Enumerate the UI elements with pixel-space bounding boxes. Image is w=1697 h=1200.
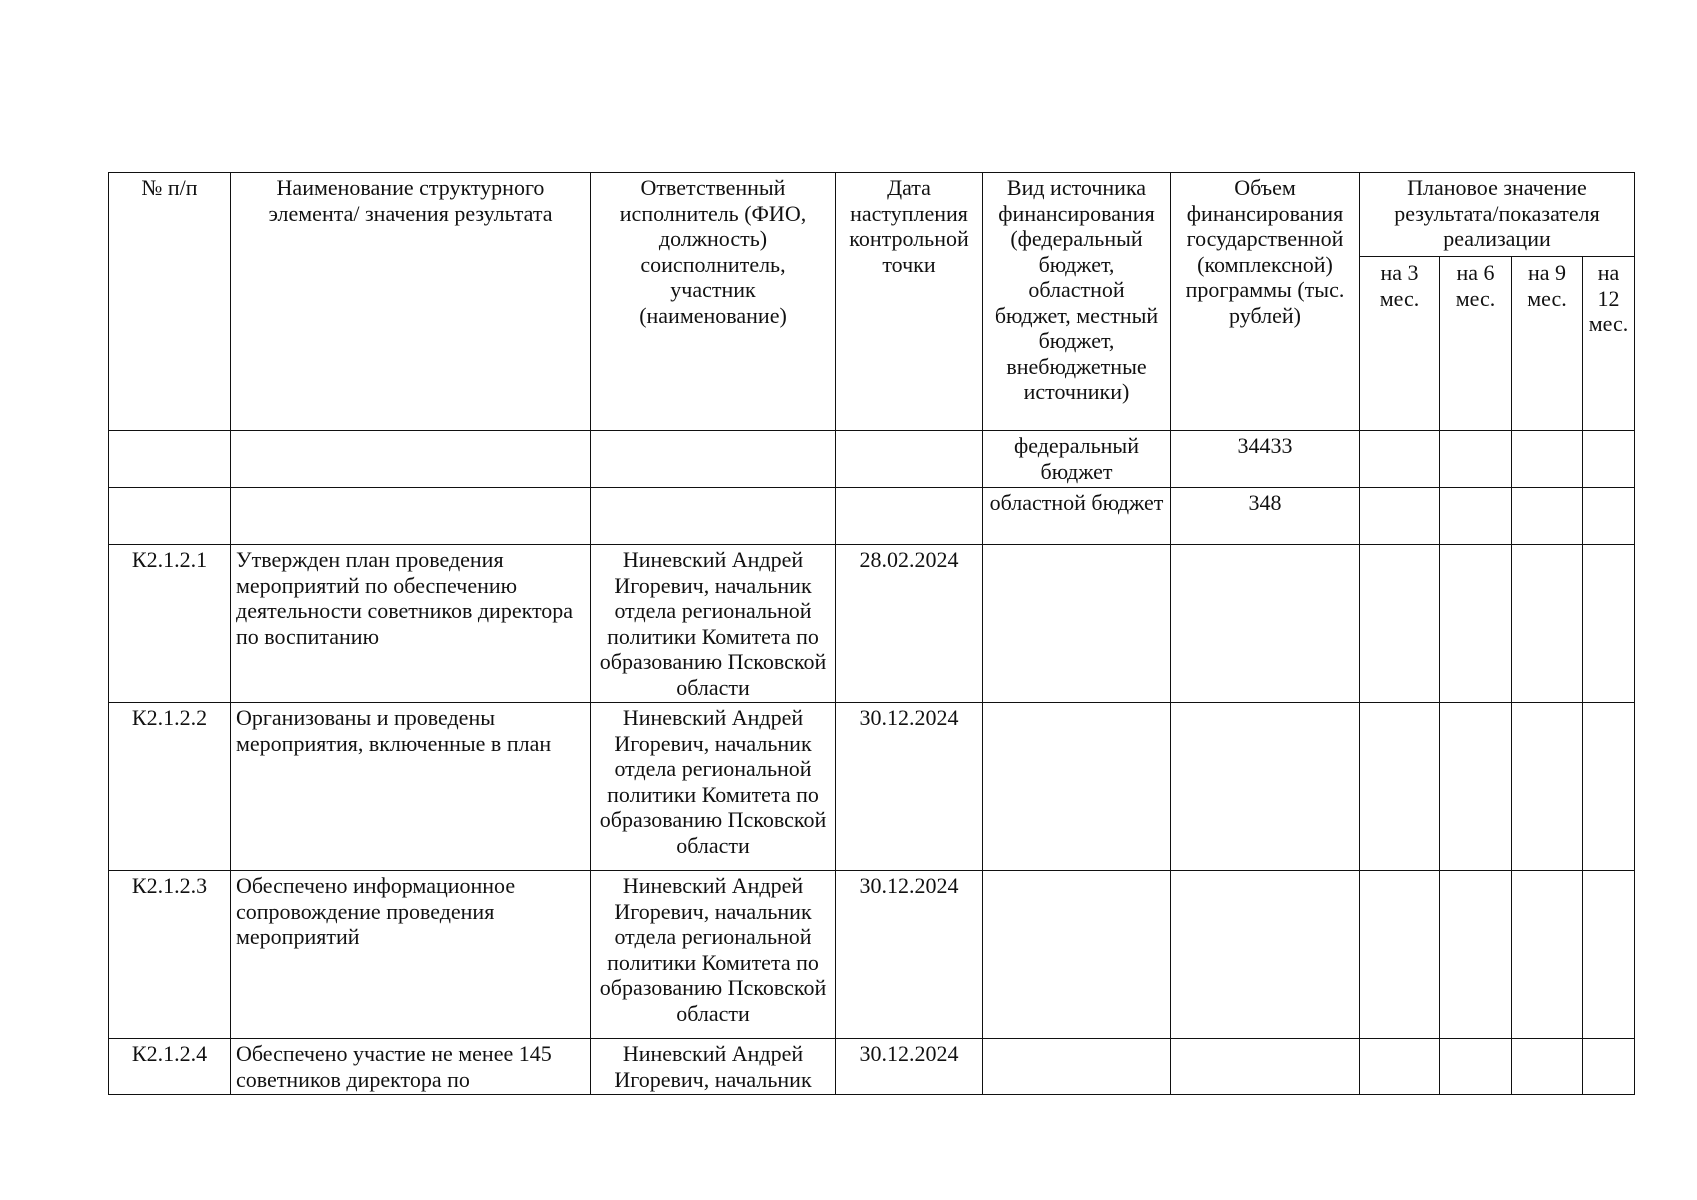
header-date: Дата наступления контрольной точки xyxy=(836,173,983,431)
funding-volume: 34433 xyxy=(1171,431,1360,488)
row-responsible: Нинeвский Андрей Игоревич, начальник отдела региональной политики Комитета по образованию Псковской области xyxy=(591,545,836,703)
row-date: 30.12.2024 xyxy=(836,1039,983,1095)
header-responsible: Ответственный исполнитель (ФИО, должность) соисполнитель, участник (наименование) xyxy=(591,173,836,431)
header-planned: Плановое значение результата/показателя реализации xyxy=(1360,173,1635,257)
funding-row-federal xyxy=(109,431,1635,488)
row-num: К2.1.2.3 xyxy=(109,871,231,1039)
row-date: 28.02.2024 xyxy=(836,545,983,703)
header-q12: на 12 мес. xyxy=(1583,257,1635,431)
header-q3: на 3 мес. xyxy=(1360,257,1440,431)
control-points-table xyxy=(108,172,1635,1095)
row-date: 30.12.2024 xyxy=(836,703,983,871)
funding-volume: 348 xyxy=(1171,488,1360,545)
table-row xyxy=(109,1039,1635,1095)
row-name: Организованы и проведены мероприятия, включенные в план xyxy=(231,703,591,871)
header-source: Вид источника финансирования (федеральный бюджет, областной бюджет, местный бюджет, внебюджетные источники) xyxy=(983,173,1171,431)
table-row xyxy=(109,703,1635,871)
row-responsible: Нинeвский Андрей Игоревич, начальник отдела региональной политики Комитета по образованию Псковской области xyxy=(591,703,836,871)
row-responsible: Нинeвский Андрей Игоревич, начальник xyxy=(591,1039,836,1095)
table-row xyxy=(109,871,1635,1039)
row-responsible: Нинeвский Андрей Игоревич, начальник отдела региональной политики Комитета по образованию Псковской области xyxy=(591,871,836,1039)
row-num: К2.1.2.4 xyxy=(109,1039,231,1095)
row-name: Утвержден план проведения мероприятий по обеспечению деятельности советников директора по воспитанию xyxy=(231,545,591,703)
funding-row-regional xyxy=(109,488,1635,545)
row-num: К2.1.2.2 xyxy=(109,703,231,871)
row-name: Обеспечено информационное сопровождение проведения мероприятий xyxy=(231,871,591,1039)
header-q6: на 6 мес. xyxy=(1440,257,1512,431)
row-num: К2.1.2.1 xyxy=(109,545,231,703)
header-num: № п/п xyxy=(109,173,231,431)
table-row xyxy=(109,545,1635,703)
header-q9: на 9 мес. xyxy=(1512,257,1583,431)
row-date: 30.12.2024 xyxy=(836,871,983,1039)
row-name: Обеспечено участие не менее 145 советников директора по xyxy=(231,1039,591,1095)
header-name: Наименование структурного элемента/ значения результата xyxy=(231,173,591,431)
header-volume: Объем финансирования государственной (комплексной) программы (тыс. рублей) xyxy=(1171,173,1360,431)
funding-source: федеральный бюджет xyxy=(983,431,1171,488)
funding-source: областной бюджет xyxy=(983,488,1171,545)
